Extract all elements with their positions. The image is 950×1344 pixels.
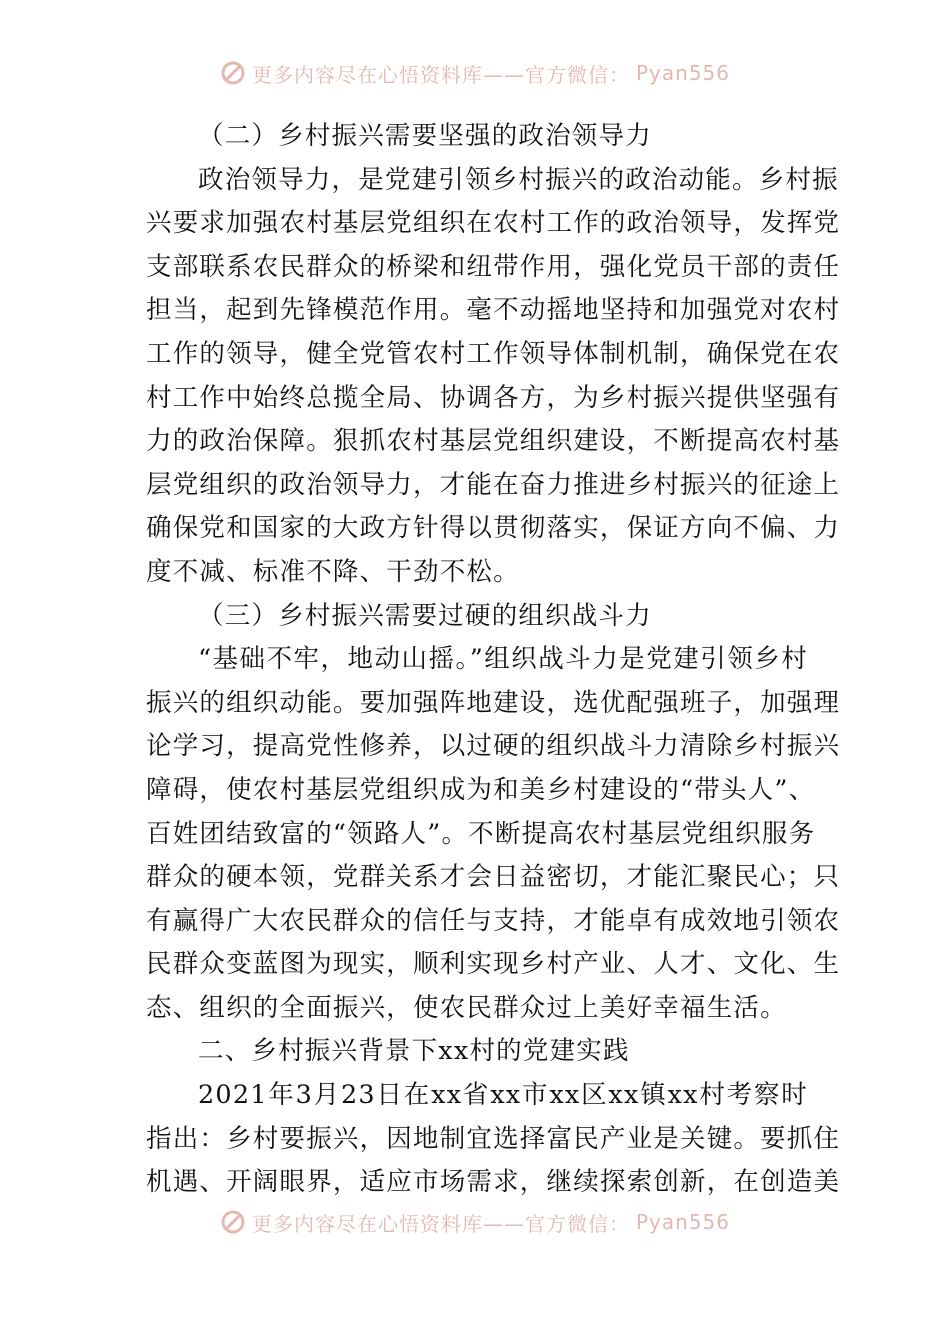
watermark-logo-icon <box>220 60 246 86</box>
paragraph-line: 百姓团结致富的“领路人”。不断提高农村基层党组织服务 <box>146 818 816 849</box>
paragraph-line: 村工作中始终总揽全局、协调各方，为乡村振兴提供坚强有 <box>146 382 841 413</box>
paragraph-line-last: 态、组织的全面振兴，使农民群众过上美好幸福生活。 <box>146 992 787 1023</box>
paragraph-line: 有赢得广大农民群众的信任与支持，才能卓有成效地引领农 <box>146 905 841 936</box>
paragraph-line: 层党组织的政治领导力，才能在奋力推进乡村振兴的征途上 <box>146 469 841 500</box>
section-heading: （二）乡村振兴需要坚强的政治领导力 <box>198 121 652 151</box>
paragraph-line: 力的政治保障。狠抓农村基层党组织建设，不断提高农村基 <box>146 426 841 457</box>
paragraph-line: 机遇、开阔眼界，适应市场需求，继续探索创新，在创造美 <box>146 1167 841 1198</box>
paragraph-line: 振兴的组织动能。要加强阵地建设，选优配强班子，加强理 <box>146 687 841 718</box>
paragraph-line: 群众的硬本领，党群关系才会日益密切，才能汇聚民心；只 <box>146 862 841 893</box>
watermark-text: 更多内容尽在心悟资料库——官方微信： <box>251 62 630 87</box>
paragraph-line: 指出：乡村要振兴，因地制宜选择富民产业是关键。要抓住 <box>146 1123 841 1154</box>
paragraph-line: 论学习，提高党性修养，以过硬的组织战斗力清除乡村振兴 <box>146 731 841 762</box>
watermark-footer <box>0 1207 950 1237</box>
paragraph-line: 障碍，使农村基层党组织成为和美乡村建设的“带头人”、 <box>146 774 816 805</box>
paragraph-line-last: 度不减、标准不降、干劲不松。 <box>146 556 520 587</box>
paragraph-line: 担当，起到先锋模范作用。毫不动摇地坚持和加强党对农村 <box>146 295 841 326</box>
section-heading: （三）乡村振兴需要过硬的组织战斗力 <box>198 600 652 631</box>
paragraph-line: 兴要求加强农村基层党组织在农村工作的政治领导，发挥党 <box>146 208 841 239</box>
section-heading: 二、乡村振兴背景下xx村的党建实践 <box>198 1036 630 1067</box>
paragraph-line: “基础不牢，地动山摇。”组织战斗力是党建引领乡村 <box>198 644 808 675</box>
paragraph-line: 2021年3月23日在xx省xx市xx区xx镇xx村考察时 <box>198 1080 808 1111</box>
paragraph-line: 确保党和国家的大政方针得以贯彻落实，保证方向不偏、力 <box>146 513 841 544</box>
paragraph-line: 工作的领导，健全党管农村工作领导体制机制，确保党在农 <box>146 338 841 369</box>
paragraph-line: 政治领导力，是党建引领乡村振兴的政治动能。乡村振 <box>198 164 839 195</box>
watermark-logo-icon <box>220 1209 246 1235</box>
paragraph-line: 支部联系农民群众的桥梁和纽带作用，强化党员干部的责任 <box>146 251 841 282</box>
paragraph-line: 民群众变蓝图为现实，顺利实现乡村产业、人才、文化、生 <box>146 949 841 980</box>
document-page <box>146 115 841 1205</box>
watermark-handle: Pyan556 <box>635 1210 730 1234</box>
watermark-text: 更多内容尽在心悟资料库——官方微信： <box>251 1211 630 1236</box>
watermark-header <box>0 58 950 88</box>
watermark-handle: Pyan556 <box>635 61 730 85</box>
